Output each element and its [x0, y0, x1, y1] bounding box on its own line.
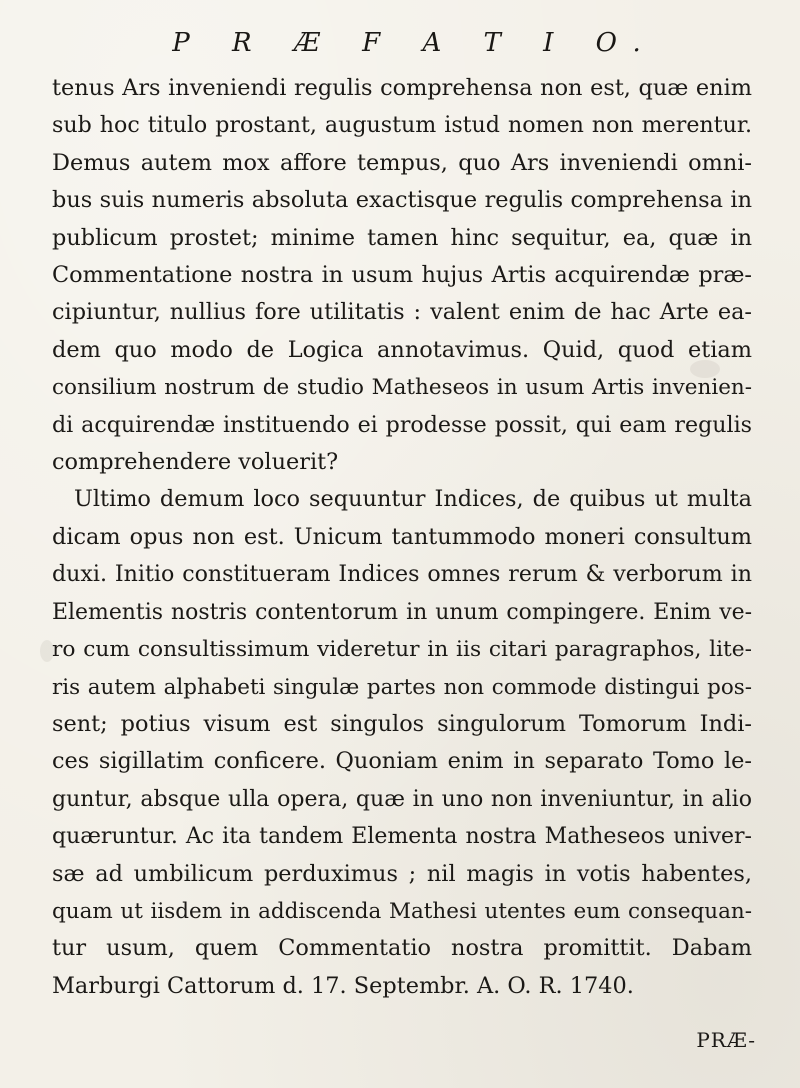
text-line: quæruntur. Ac ita tandem Elementa nostra Matheseos univer- [52, 824, 752, 850]
text-line: sub hoc titulo prostant, augustum istud nomen non merentur. [52, 112, 752, 139]
text-line: consilium nostrum de studio Matheseos in usum Artis invenien- [52, 375, 752, 401]
text-line: ces sigillatim conficere. Quoniam enim in separato Tomo le- [52, 748, 752, 775]
text-line: dicam opus non est. Unicum tantummodo moneri consultum [52, 523, 752, 550]
text-line: bus suis numeris absoluta exactisque regulis comprehensa in [52, 187, 752, 214]
text-line: Ultimo demum loco sequuntur Indices, de quibus ut multa [74, 486, 752, 513]
text-line: tur usum, quem Commentatio nostra promittit. Dabam [52, 935, 752, 962]
text-line: dem quo modo de Logica annotavimus. Quid, quod etiam [52, 336, 752, 363]
text-line: sent; potius visum est singulos singulorum Tomorum Indi- [52, 710, 752, 737]
text-line: Elementis nostris contentorum in unum compingere. Enim ve- [52, 599, 752, 625]
text-line: quam ut iisdem in addiscenda Mathesi utentes eum consequan- [52, 898, 752, 924]
text-line: cipiuntur, nullius fore utilitatis : valent enim de hac Arte ea- [52, 299, 752, 326]
text-line: di acquirendæ instituendo ei prodesse possit, qui eam regulis [52, 411, 752, 438]
body-text [52, 70, 752, 1005]
text-line: tenus Ars inveniendi regulis comprehensa non est, quæ enim [52, 75, 752, 101]
text-line: comprehendere voluerit? [52, 449, 339, 476]
text-line: ris autem alphabeti singulæ partes non commode distingui pos- [52, 674, 752, 700]
text-line: Marburgi Cattorum d. 17. Septembr. A. O. R. 1740. [52, 972, 634, 999]
text-line: Demus autem mox affore tempus, quo Ars inveniendi omni- [52, 149, 752, 176]
text-line: sæ ad umbilicum perduximus ; nil magis in votis habentes, [52, 860, 752, 887]
text-line: Commentatione nostra in usum hujus Artis acquirendæ præ- [52, 262, 752, 289]
text-line: publicum prostet; minime tamen hinc sequitur, ea, quæ in [52, 224, 752, 251]
page-header: P R Æ F A T I O. [172, 28, 658, 58]
text-line: duxi. Initio constitueram Indices omnes rerum & verborum in [52, 561, 752, 588]
text-line: ro cum consultissimum videretur in iis citari paragraphos, lite- [52, 637, 752, 663]
catchword: PRÆ- [696, 1028, 756, 1052]
text-line: guntur, absque ulla opera, quæ in uno non inveniuntur, in alio [52, 786, 752, 812]
